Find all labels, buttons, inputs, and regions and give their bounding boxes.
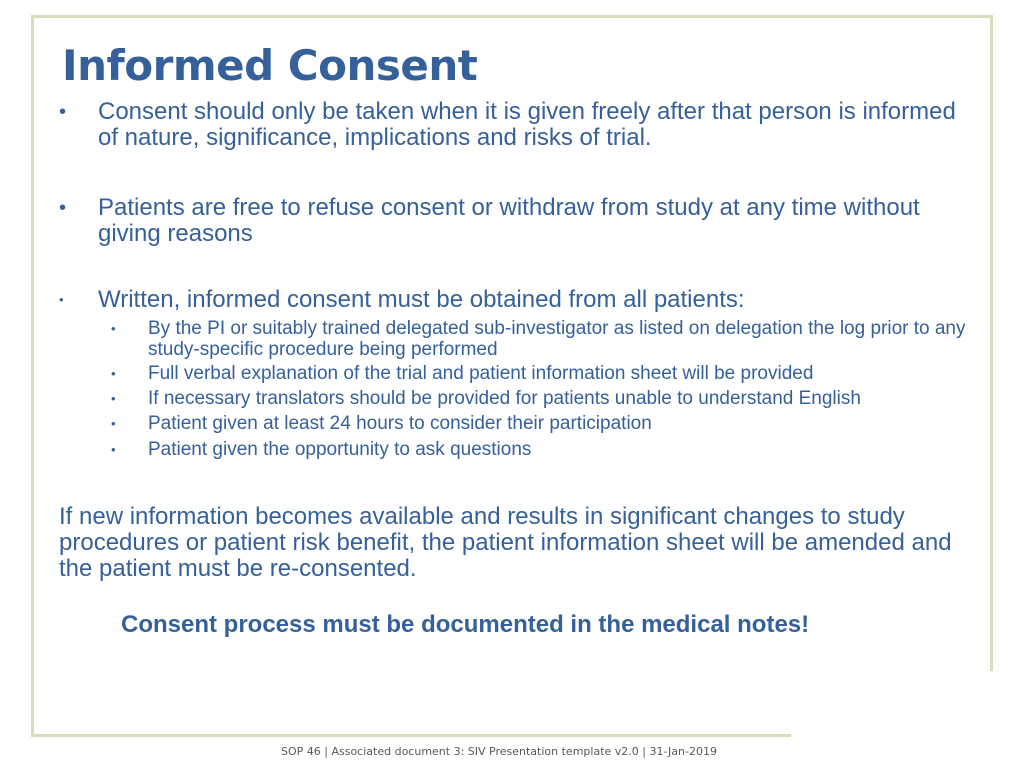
slide-footer: SOP 46 | Associated document 3: SIV Presentation template v2.0 | 31-Jan-2019	[281, 745, 717, 758]
sub-bullet-text: If necessary translators should be provided for patients unable to understand English	[148, 388, 861, 409]
sub-bullet-dot: •	[111, 416, 116, 431]
bullet-text: Written, informed consent must be obtained from all patients:	[98, 286, 745, 313]
sub-bullet-text: Patient given the opportunity to ask questions	[148, 439, 532, 460]
sub-bullet-dot: •	[111, 366, 116, 381]
sub-bullet-text: By the PI or suitably trained delegated sub-investigator as listed on delegation the log prior to any study-specific procedure being performed	[148, 318, 966, 360]
sub-bullet-text: Full verbal explanation of the trial and patient information sheet will be provided	[148, 363, 814, 384]
bullet-dot: •	[59, 197, 67, 219]
re-consent-paragraph: If new information becomes available and results in significant changes to study procedures or patient risk benefit, the patient information sheet will be amended and the patient must be re-consented.	[59, 503, 952, 582]
slide-frame-left-border	[31, 15, 34, 737]
sub-bullet-dot: •	[111, 391, 116, 406]
sub-bullet-text: Patient given at least 24 hours to consider their participation	[148, 413, 652, 434]
bullet-dot: •	[59, 292, 64, 307]
bullet-dot: •	[59, 101, 67, 123]
sub-bullet-dot: •	[111, 442, 116, 457]
documentation-emphasis: Consent process must be documented in the medical notes!	[121, 611, 810, 638]
sub-bullet-dot: •	[111, 321, 116, 336]
bullet-text: Consent should only be taken when it is given freely after that person is informed of nature, significance, implications and risks of trial.	[98, 98, 956, 151]
bullet-text: Patients are free to refuse consent or withdraw from study at any time without giving reasons	[98, 194, 920, 247]
slide-frame-top-border	[31, 15, 993, 18]
slide-frame-right-border	[990, 15, 993, 671]
slide-frame-bottom-border	[31, 734, 791, 737]
slide-title: Informed Consent	[62, 41, 478, 90]
